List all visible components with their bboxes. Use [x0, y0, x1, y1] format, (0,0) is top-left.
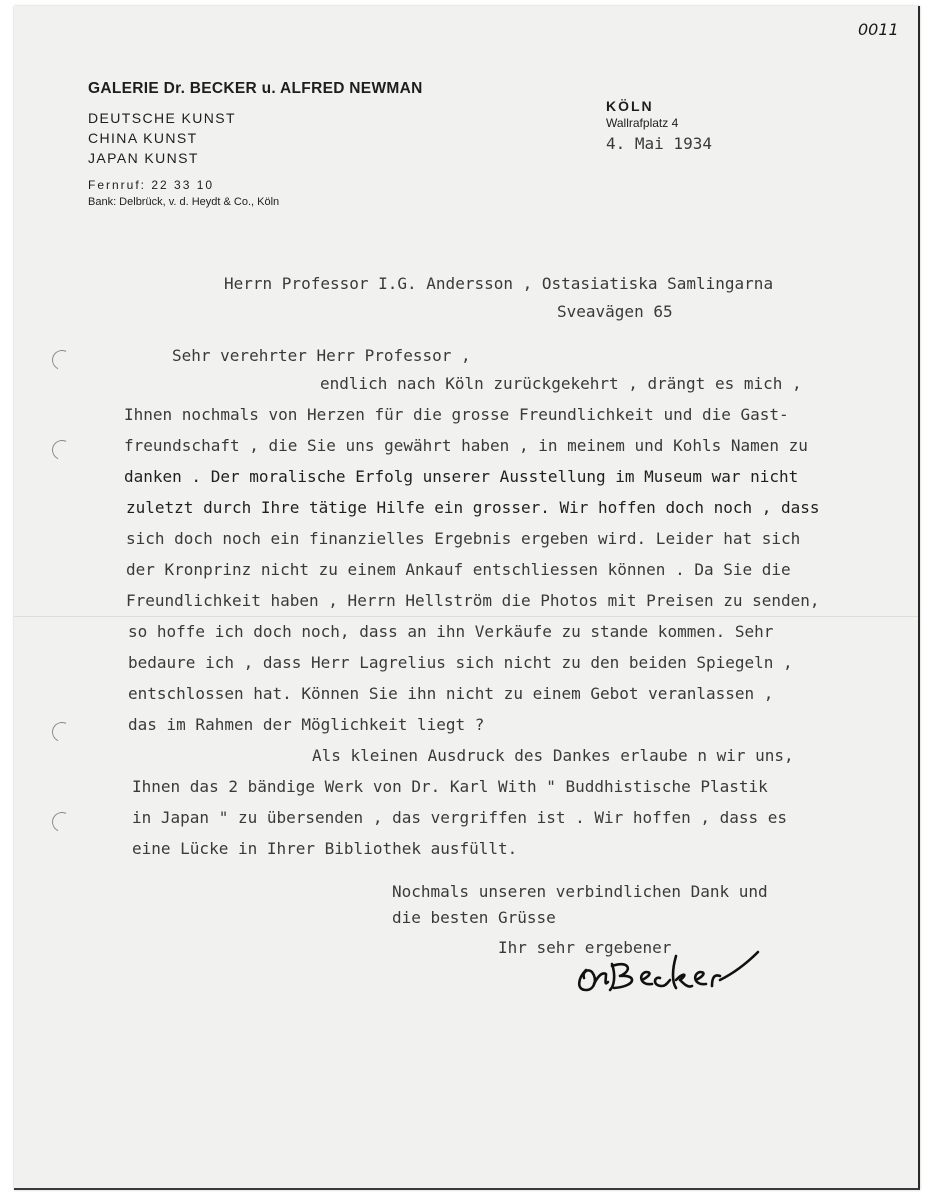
body-line: so hoffe ich doch noch, dass an ihn Verkäufe zu stande kommen. Sehr: [128, 622, 774, 641]
punch-hole: [49, 437, 75, 463]
body-line: Ihnen das 2 bändige Werk von Dr. Karl With " Buddhistische Plastik: [132, 777, 768, 796]
body-line: der Kronprinz nicht zu einem Ankauf entschliessen können . Da Sie die: [126, 560, 791, 579]
handwritten-signature: [572, 950, 762, 1002]
archive-number: 0011: [858, 20, 899, 39]
phone-number: Fernruf: 22 33 10: [88, 178, 215, 192]
bank-details: Bank: Delbrück, v. d. Heydt & Co., Köln: [88, 196, 280, 208]
body-line: freundschaft , die Sie uns gewährt haben , in meinem und Kohls Namen zu: [124, 436, 808, 455]
city-name: KÖLN: [606, 98, 654, 114]
closing-line: Nochmals unseren verbindlichen Dank und: [392, 882, 768, 901]
gallery-name: GALERIE Dr. BECKER u. ALFRED NEWMAN: [88, 80, 423, 97]
body-line: entschlossen hat. Können Sie ihn nicht zu einem Gebot veranlassen ,: [128, 684, 774, 703]
punch-hole: [49, 719, 75, 745]
recipient-address: Sveavägen 65: [557, 302, 673, 321]
paper-fold-line: [14, 616, 918, 617]
body-line: danken . Der moralische Erfolg unserer Ausstellung im Museum war nicht: [124, 467, 799, 486]
body-line: endlich nach Köln zurückgekehrt , drängt es mich ,: [320, 374, 802, 393]
closing-line: die besten Grüsse: [392, 908, 556, 927]
body-line: eine Lücke in Ihrer Bibliothek ausfüllt.: [132, 839, 518, 858]
body-line: Als kleinen Ausdruck des Dankes erlaube n wir uns,: [312, 746, 794, 765]
art-line-china: CHINA KUNST: [88, 130, 198, 146]
art-line-german: DEUTSCHE KUNST: [88, 110, 236, 126]
body-line: Freundlichkeit haben , Herrn Hellström die Photos mit Preisen zu senden,: [126, 591, 820, 610]
body-line: zuletzt durch Ihre tätige Hilfe ein grosser. Wir hoffen doch noch , dass: [126, 498, 820, 517]
letter-date: 4. Mai 1934: [606, 134, 712, 153]
street-address: Wallrafplatz 4: [606, 116, 679, 130]
salutation: Sehr verehrter Herr Professor ,: [172, 346, 471, 365]
body-line: bedaure ich , dass Herr Lagrelius sich nicht zu den beiden Spiegeln ,: [128, 653, 793, 672]
art-line-japan: JAPAN KUNST: [88, 150, 199, 166]
body-line: sich doch noch ein finanzielles Ergebnis ergeben wird. Leider hat sich: [126, 529, 801, 548]
recipient-line: Herrn Professor I.G. Andersson , Ostasiatiska Samlingarna: [224, 274, 774, 293]
body-line: Ihnen nochmals von Herzen für die grosse Freundlichkeit und die Gast-: [124, 405, 789, 424]
punch-hole: [49, 809, 75, 835]
valediction: Ihr sehr ergebener: [498, 938, 672, 957]
punch-hole: [49, 347, 75, 373]
body-line: in Japan " zu übersenden , das vergriffen ist . Wir hoffen , dass es: [132, 808, 788, 827]
body-line: das im Rahmen der Möglichkeit liegt ?: [128, 715, 485, 734]
